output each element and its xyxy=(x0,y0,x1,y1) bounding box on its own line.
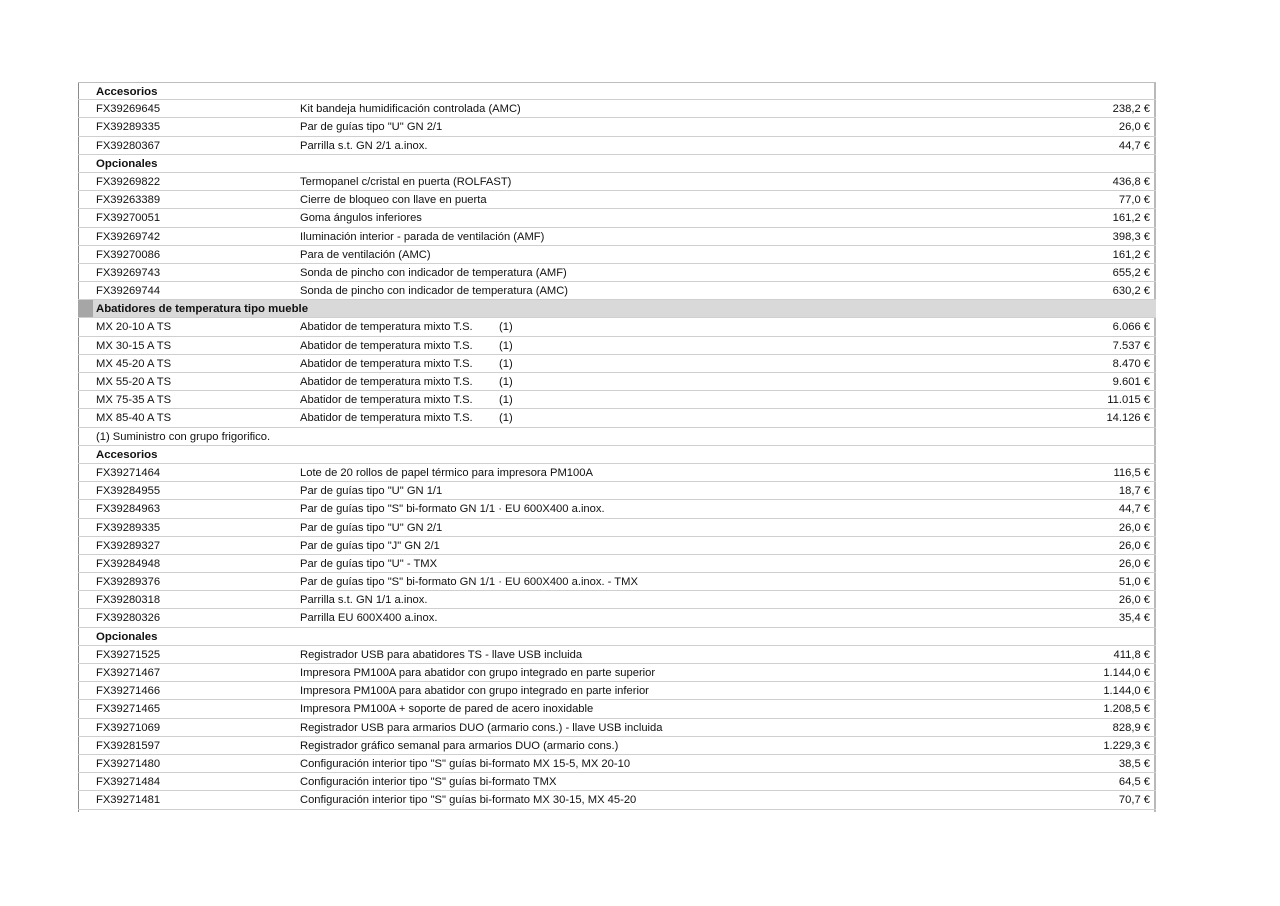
item-description: Termopanel c/cristal en puerta (ROLFAST) xyxy=(300,175,512,188)
table-row xyxy=(78,573,1156,591)
item-price: 14.126 € xyxy=(1106,412,1150,425)
section-title-row xyxy=(78,300,1156,318)
group-header-label: Accesorios xyxy=(96,86,158,98)
item-description: Iluminación interior - parada de ventilación (AMF) xyxy=(300,230,545,243)
price-list-table xyxy=(78,82,1156,810)
table-row xyxy=(78,537,1156,555)
item-code: FX39280367 xyxy=(96,139,161,152)
item-code: FX39284948 xyxy=(96,557,161,570)
item-description: Abatidor de temperatura mixto T.S. xyxy=(300,394,473,407)
table-row xyxy=(78,609,1156,627)
item-footnote-ref: (1) xyxy=(499,376,513,388)
table-row xyxy=(78,191,1156,209)
item-code: FX39289335 xyxy=(96,521,161,534)
item-description: Registrador USB para abatidores TS - llave USB incluida xyxy=(300,648,583,661)
item-price: 26,0 € xyxy=(1118,539,1150,552)
item-price: 51,0 € xyxy=(1118,576,1150,589)
item-price: 70,7 € xyxy=(1118,794,1150,807)
item-price: 26,0 € xyxy=(1118,557,1150,570)
item-code: FX39284963 xyxy=(96,503,161,516)
item-description: Cierre de bloqueo con llave en puerta xyxy=(300,194,487,207)
item-price: 8.470 € xyxy=(1112,357,1150,370)
table-row xyxy=(78,737,1156,755)
item-price: 1.144,0 € xyxy=(1103,667,1150,679)
item-footnote-ref: (1) xyxy=(499,321,513,334)
item-price: 1.144,0 € xyxy=(1103,685,1150,698)
table-row xyxy=(78,591,1156,609)
item-code: FX39284955 xyxy=(96,485,161,498)
section-title: Abatidores de temperatura tipo mueble xyxy=(96,303,309,316)
item-price: 630,2 € xyxy=(1112,285,1150,298)
item-price: 1.229,3 € xyxy=(1103,739,1150,752)
item-description: Abatidor de temperatura mixto T.S. xyxy=(300,321,473,334)
item-description: Configuración interior tipo "S" guías bi-formato TMX xyxy=(300,776,557,789)
item-description: Par de guías tipo "S" bi-formato GN 1/1 · EU 600X400 a.inox. - TMX xyxy=(300,576,638,589)
table-row xyxy=(78,228,1156,246)
table-row xyxy=(78,264,1156,282)
item-code: FX39271484 xyxy=(96,776,161,789)
item-price: 6.066 € xyxy=(1112,321,1150,334)
item-description: Abatidor de temperatura mixto T.S. xyxy=(300,376,473,388)
item-description: Goma ángulos inferiores xyxy=(300,212,422,225)
item-code: FX39271466 xyxy=(96,685,161,698)
item-description: Configuración interior tipo "S" guías bi-formato MX 30-15, MX 45-20 xyxy=(300,794,637,807)
item-code: MX 45-20 A TS xyxy=(96,357,172,370)
item-description: Abatidor de temperatura mixto T.S. xyxy=(300,339,473,352)
item-description: Registrador gráfico semanal para armarios DUO (armario cons.) xyxy=(300,739,619,752)
item-description: Sonda de pincho con indicador de temperatura (AMC) xyxy=(300,285,569,298)
item-description: Parrilla s.t. GN 1/1 a.inox. xyxy=(300,594,428,607)
item-price: 11.015 € xyxy=(1107,394,1150,407)
table-row xyxy=(78,464,1156,482)
item-price: 64,5 € xyxy=(1118,776,1150,789)
table-row xyxy=(78,391,1156,409)
table-row xyxy=(78,682,1156,700)
table-row xyxy=(78,500,1156,518)
table-row xyxy=(78,318,1156,336)
item-description: Par de guías tipo "U" - TMX xyxy=(300,557,438,570)
item-description: Kit bandeja humidificación controlada (AMC) xyxy=(300,103,521,116)
item-description: Registrador USB para armarios DUO (armario cons.) - llave USB incluida xyxy=(300,721,663,734)
table-row xyxy=(78,100,1156,118)
table-row xyxy=(78,555,1156,573)
item-price: 44,7 € xyxy=(1118,503,1150,516)
item-code: MX 85-40 A TS xyxy=(96,412,172,425)
item-price: 655,2 € xyxy=(1112,266,1150,279)
table-row xyxy=(78,646,1156,664)
group-header-row xyxy=(78,628,1156,646)
item-code: FX39271481 xyxy=(96,794,161,807)
item-price: 116,5 € xyxy=(1113,466,1150,479)
footnote-text: (1) Suministro con grupo frigorifico. xyxy=(96,430,271,443)
item-price: 44,7 € xyxy=(1118,139,1150,152)
item-code: FX39269744 xyxy=(96,285,161,298)
table-row xyxy=(78,791,1156,809)
table-row xyxy=(78,173,1156,191)
item-description: Par de guías tipo "S" bi-formato GN 1/1 · EU 600X400 a.inox. xyxy=(300,503,605,516)
item-code: FX39271525 xyxy=(96,648,161,661)
item-code: FX39280318 xyxy=(96,594,161,607)
item-price: 77,0 € xyxy=(1118,194,1150,207)
item-price: 26,0 € xyxy=(1118,521,1150,534)
item-description: Parrilla EU 600X400 a.inox. xyxy=(300,612,438,625)
item-price: 9.601 € xyxy=(1112,376,1150,388)
table-row xyxy=(78,719,1156,737)
table-row xyxy=(78,700,1156,718)
item-price: 161,2 € xyxy=(1112,212,1150,225)
table-row xyxy=(78,137,1156,155)
table-row xyxy=(78,337,1156,355)
item-code: FX39289376 xyxy=(96,576,161,589)
item-price: 436,8 € xyxy=(1112,175,1150,188)
item-code: FX39271465 xyxy=(96,703,161,716)
item-code: FX39280326 xyxy=(96,612,161,625)
item-price: 35,4 € xyxy=(1118,612,1150,625)
item-footnote-ref: (1) xyxy=(499,412,513,425)
item-code: FX39289335 xyxy=(96,121,161,134)
group-header-label: Accesorios xyxy=(96,448,158,461)
table-row xyxy=(78,409,1156,427)
item-price: 18,7 € xyxy=(1118,485,1150,498)
item-description: Impresora PM100A para abatidor con grupo integrado en parte superior xyxy=(300,667,656,679)
item-price: 828,9 € xyxy=(1112,721,1150,734)
item-description: Parrilla s.t. GN 2/1 a.inox. xyxy=(300,139,428,152)
item-price: 26,0 € xyxy=(1118,594,1150,607)
item-code: FX39270051 xyxy=(96,212,161,225)
table-row xyxy=(78,355,1156,373)
item-description: Lote de 20 rollos de papel térmico para impresora PM100A xyxy=(300,466,593,479)
item-price: 411,8 € xyxy=(1113,648,1150,661)
item-code: FX39271069 xyxy=(96,721,161,734)
item-description: Par de guías tipo "U" GN 2/1 xyxy=(300,521,443,534)
item-description: Sonda de pincho con indicador de temperatura (AMF) xyxy=(300,266,567,279)
item-price: 398,3 € xyxy=(1112,230,1150,243)
item-code: MX 55-20 A TS xyxy=(96,376,172,388)
item-description: Impresora PM100A para abatidor con grupo integrado en parte inferior xyxy=(300,685,649,698)
group-header-label: Opcionales xyxy=(96,630,158,643)
item-code: FX39269743 xyxy=(96,266,161,279)
item-code: MX 75-35 A TS xyxy=(96,394,172,407)
table-row xyxy=(78,664,1156,682)
table-row xyxy=(78,519,1156,537)
table-row xyxy=(78,482,1156,500)
item-code: FX39271464 xyxy=(96,466,161,479)
item-code: FX39271480 xyxy=(96,757,161,770)
group-header-row xyxy=(78,446,1156,464)
item-description: Par de guías tipo "U" GN 1/1 xyxy=(300,485,443,498)
item-code: FX39289327 xyxy=(96,539,161,552)
table-row xyxy=(78,755,1156,773)
item-footnote-ref: (1) xyxy=(499,339,513,352)
item-price: 26,0 € xyxy=(1118,121,1150,134)
table-row xyxy=(78,282,1156,300)
item-price: 7.537 € xyxy=(1112,339,1150,352)
item-price: 1.208,5 € xyxy=(1103,703,1150,716)
item-footnote-ref: (1) xyxy=(499,357,513,370)
item-code: FX39270086 xyxy=(96,248,161,261)
item-code: FX39269742 xyxy=(96,230,161,243)
table-row xyxy=(78,773,1156,791)
item-price: 238,2 € xyxy=(1112,103,1150,116)
item-code: FX39281597 xyxy=(96,739,161,752)
table-row xyxy=(78,373,1156,391)
item-description: Par de guías tipo "U" GN 2/1 xyxy=(300,121,443,134)
item-description: Impresora PM100A + soporte de pared de acero inoxidable xyxy=(300,703,594,716)
item-code: MX 30-15 A TS xyxy=(96,339,172,352)
item-code: FX39269822 xyxy=(96,175,161,188)
item-price: 38,5 € xyxy=(1118,757,1150,770)
item-description: Abatidor de temperatura mixto T.S. xyxy=(300,357,473,370)
table-row xyxy=(78,209,1156,227)
item-description: Configuración interior tipo "S" guías bi-formato MX 15-5, MX 20-10 xyxy=(300,757,631,770)
item-code: MX 20-10 A TS xyxy=(96,321,172,334)
group-header-row xyxy=(78,82,1156,100)
item-description: Par de guías tipo "J" GN 2/1 xyxy=(300,539,440,552)
table-row xyxy=(78,246,1156,264)
group-header-label: Opcionales xyxy=(96,157,158,170)
item-code: FX39269645 xyxy=(96,103,161,116)
item-footnote-ref: (1) xyxy=(499,394,513,407)
footnote-row xyxy=(78,428,1156,446)
item-description: Abatidor de temperatura mixto T.S. xyxy=(300,412,473,425)
item-description: Para de ventilación (AMC) xyxy=(300,248,431,261)
group-header-row xyxy=(78,155,1156,173)
table-row xyxy=(78,118,1156,136)
item-code: FX39263389 xyxy=(96,194,161,207)
item-price: 161,2 € xyxy=(1112,248,1150,261)
item-code: FX39271467 xyxy=(96,667,161,679)
